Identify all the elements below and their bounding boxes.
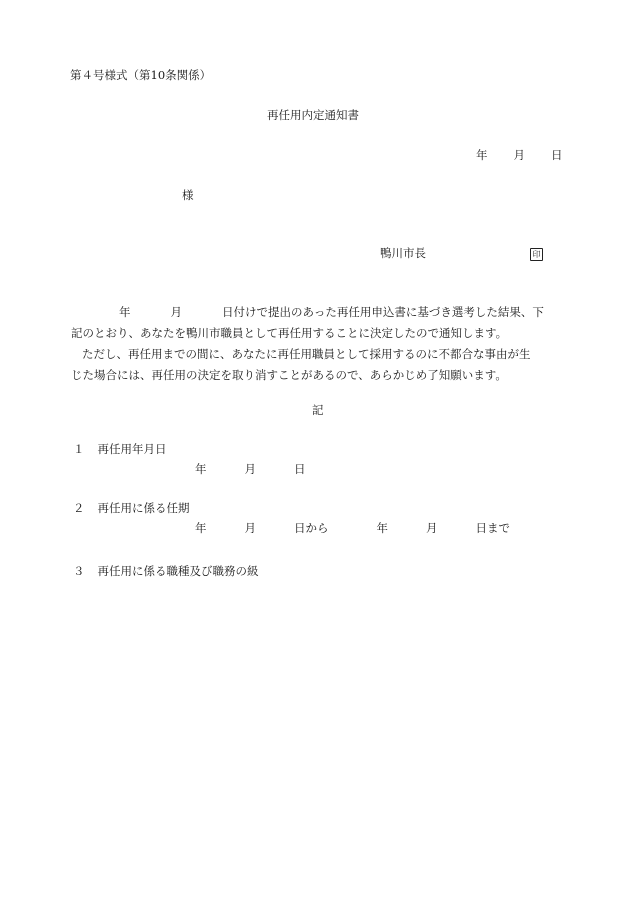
date-year: 年 [476,148,488,162]
body-line-1 [71,302,564,323]
item-2-year: 年 [195,521,207,535]
item-1-number: １ [73,442,85,456]
issuer-name: 鴨川市長 [380,246,426,260]
form-label: 第４号様式（第10条関係） [70,68,212,82]
seal-mark [530,248,543,261]
body-text [71,302,564,386]
seal-text: 印 [530,248,543,261]
ki-heading: 記 [312,403,324,417]
item-2-from: 日から [294,521,329,535]
item-2-month2: 月 [426,521,438,535]
document-title: 再任用内定通知書 [267,108,359,122]
item-1-day: 日 [294,462,306,476]
item-3-heading [73,566,259,578]
body-month: 月 [170,305,182,319]
date-day: 日 [551,148,563,162]
item-1-month: 月 [244,462,256,476]
item-1-label: 再任用年月日 [97,442,167,456]
item-2-number: ２ [73,501,85,515]
item-3-number: ３ [73,564,85,578]
body-line-3 [71,344,564,365]
item-2-month: 月 [244,521,256,535]
item-2-until: 日まで [475,521,510,535]
body-line-3-text: ただし、再任用までの間に、あなたに再任用職員として採用するのに不都合な事由が生 [82,347,531,361]
item-1-year: 年 [195,462,207,476]
item-2-year2: 年 [376,521,388,535]
item-2-label: 再任用に係る任期 [97,501,190,515]
date-line [476,150,563,162]
item-1-heading [73,444,167,456]
item-1-date [195,464,306,476]
body-line-2: 記のとおり、あなたを鴨川市職員として再任用することに決定したので通知します。 [71,326,508,340]
body-line-4: じた場合には、再任用の決定を取り消すことがあるので、あらかじめ了知願います。 [71,368,507,382]
date-month: 月 [513,148,525,162]
item-3-label: 再任用に係る職種及び職務の級 [97,564,259,578]
item-2-term [195,523,510,535]
body-year: 年 [119,305,131,319]
item-2-heading [73,503,190,515]
body-line-1-rest: 日付けで提出のあった再任用申込書に基づき選考した結果、下 [222,305,544,319]
recipient-suffix: 様 [182,188,194,202]
